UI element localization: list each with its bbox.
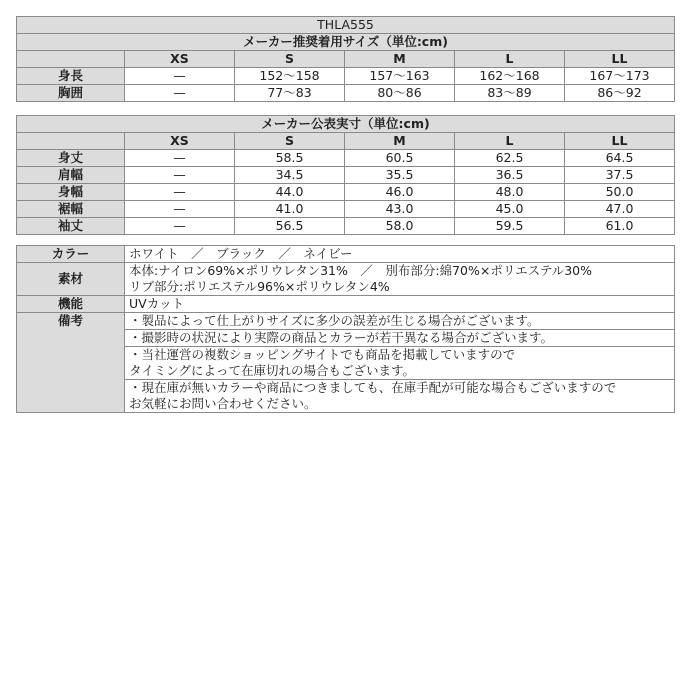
table-cell: 59.5 <box>455 218 565 235</box>
table-row <box>17 68 675 85</box>
column-header: S <box>235 51 345 68</box>
table-row <box>17 85 675 102</box>
note-line: ・製品によって仕上がりサイズに多少の誤差が生じる場合がございます。 <box>129 313 540 328</box>
table-cell: 58.5 <box>235 150 345 167</box>
table-cell: 56.5 <box>235 218 345 235</box>
table-cell: — <box>125 184 235 201</box>
table-cell: 157〜163 <box>345 68 455 85</box>
column-header: L <box>455 133 565 150</box>
table-cell: 50.0 <box>565 184 675 201</box>
note-line: ・現在庫が無いカラーや商品につきましても、在庫手配が可能な場合もございますので <box>129 380 617 395</box>
note-item <box>125 347 674 380</box>
material-line: リブ部分:ポリエステル96%×ポリウレタン4% <box>129 279 390 294</box>
row-label: 袖丈 <box>17 218 125 235</box>
table-cell: — <box>125 201 235 218</box>
table-cell: — <box>125 68 235 85</box>
table-cell: 152〜158 <box>235 68 345 85</box>
function-value: UVカット <box>125 296 675 313</box>
table-row <box>17 150 675 167</box>
table-cell: 80〜86 <box>345 85 455 102</box>
note-item <box>125 330 674 347</box>
table-cell: 45.0 <box>455 201 565 218</box>
table-cell: 43.0 <box>345 201 455 218</box>
table-row <box>17 201 675 218</box>
note-line: お気軽にお問い合わせください。 <box>129 396 317 411</box>
color-row <box>17 246 675 263</box>
row-label: 身長 <box>17 68 125 85</box>
table-row <box>17 184 675 201</box>
table-cell: 60.5 <box>345 150 455 167</box>
corner-cell <box>17 51 125 68</box>
row-label: 裾幅 <box>17 201 125 218</box>
table-cell: — <box>125 85 235 102</box>
table-cell: 35.5 <box>345 167 455 184</box>
table-cell: 48.0 <box>455 184 565 201</box>
column-header: XS <box>125 133 235 150</box>
note-item <box>125 313 674 330</box>
table-cell: 58.0 <box>345 218 455 235</box>
model-number: THLA555 <box>17 17 675 34</box>
table-cell: — <box>125 167 235 184</box>
table-cell: 162〜168 <box>455 68 565 85</box>
table-cell: 61.0 <box>565 218 675 235</box>
color-label: カラー <box>17 246 125 263</box>
notes-list <box>125 313 675 413</box>
row-label: 身丈 <box>17 150 125 167</box>
corner-cell <box>17 133 125 150</box>
table-cell: 36.5 <box>455 167 565 184</box>
column-header: M <box>345 133 455 150</box>
measurements-title: メーカー公表実寸（単位:cm) <box>17 116 675 133</box>
material-label: 素材 <box>17 263 125 296</box>
table-cell: 37.5 <box>565 167 675 184</box>
table-cell: 34.5 <box>235 167 345 184</box>
size-chart-title: メーカー推奨着用サイズ（単位:cm) <box>17 34 675 51</box>
row-label: 肩幅 <box>17 167 125 184</box>
size-chart-table <box>16 16 675 102</box>
table-cell: 86〜92 <box>565 85 675 102</box>
row-label: 胸囲 <box>17 85 125 102</box>
table-cell: 41.0 <box>235 201 345 218</box>
table-cell: — <box>125 218 235 235</box>
notes-label: 備考 <box>17 313 125 413</box>
table-cell: 167〜173 <box>565 68 675 85</box>
table-cell: 46.0 <box>345 184 455 201</box>
table-cell: 47.0 <box>565 201 675 218</box>
function-row <box>17 296 675 313</box>
color-value: ホワイト ／ ブラック ／ ネイビー <box>125 246 675 263</box>
column-header: L <box>455 51 565 68</box>
material-line: 本体:ナイロン69%×ポリウレタン31% ／ 別布部分:綿70%×ポリエステル30% <box>129 263 593 278</box>
note-item <box>125 380 674 412</box>
note-line: ・当社運営の複数ショッピングサイトでも商品を掲載していますので <box>129 347 516 362</box>
table-cell: 64.5 <box>565 150 675 167</box>
column-header: LL <box>565 51 675 68</box>
material-row <box>17 263 675 296</box>
table-row <box>17 218 675 235</box>
note-line: タイミングによって在庫切れの場合もございます。 <box>129 363 416 378</box>
material-value <box>125 263 675 296</box>
table-cell: 44.0 <box>235 184 345 201</box>
table-row <box>17 167 675 184</box>
column-header: S <box>235 133 345 150</box>
notes-row <box>17 313 675 413</box>
column-header: XS <box>125 51 235 68</box>
table-cell: 83〜89 <box>455 85 565 102</box>
note-line: ・撮影時の状況により実際の商品とカラーが若干異なる場合がございます。 <box>129 330 554 345</box>
table-cell: 77〜83 <box>235 85 345 102</box>
table-cell: 62.5 <box>455 150 565 167</box>
measurements-table <box>16 115 675 235</box>
row-label: 身幅 <box>17 184 125 201</box>
function-label: 機能 <box>17 296 125 313</box>
column-header: M <box>345 51 455 68</box>
column-header: LL <box>565 133 675 150</box>
details-table <box>16 245 675 413</box>
table-cell: — <box>125 150 235 167</box>
